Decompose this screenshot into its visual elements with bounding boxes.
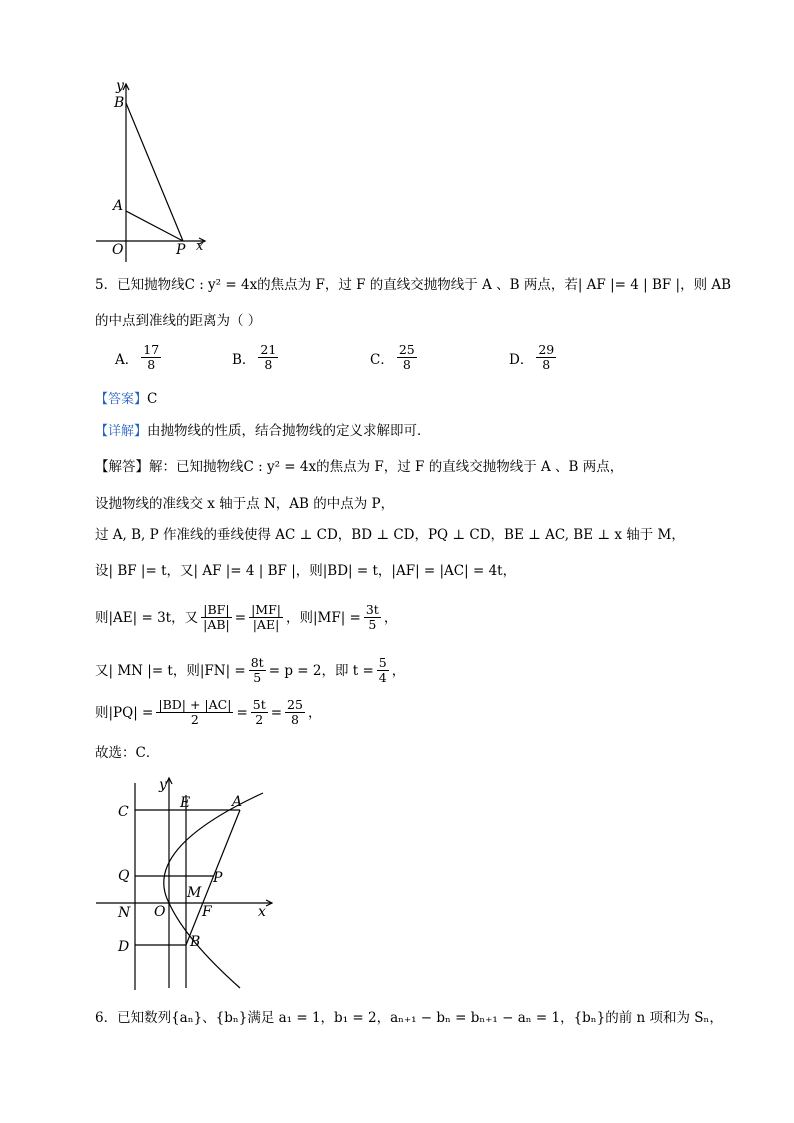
solution-line2: 设抛物线的准线交 x 轴于点 N，AB 的中点为 P， [95, 496, 395, 512]
option-b: B． $\frac{21}{8}$ [232, 342, 277, 372]
label-B: B [114, 95, 125, 111]
label-F: F [202, 904, 212, 920]
label-C: C [118, 804, 129, 820]
label-O: O [154, 904, 166, 920]
label-P: P [176, 242, 186, 258]
solution-tag: 【解答】 [95, 459, 149, 475]
solution-line6: 又| MN |= t，则|FN| = $\frac{8t}{5}$ = p = 2，即 t = $\frac{5}{4}$ ， [95, 655, 406, 685]
question-5-stem-line1: 5．已知抛物线C : y² = 4x的焦点为 F，过 F 的直线交抛物线于 A 、B 两点，若| AF |= 4 | BF |，则 AB [95, 277, 732, 293]
label-O: O [112, 242, 124, 258]
label-y: y [116, 78, 124, 94]
question-5-stem-line2: 的中点到准线的距离为（ ） [95, 313, 262, 329]
solution-line7: 则|PQ| = $\frac{|BD| + |AC|}{2}$ = $\frac{5t}{2}$ = $\frac{25}{8}$ ， [95, 697, 322, 727]
solution-line4: 设| BF |= t，又| AF |= 4 | BF |，则|BD| = t，|AF| = |AC| = 4t， [95, 563, 517, 579]
label-E: E [180, 795, 191, 811]
option-d: D． $\frac{29}{8}$ [509, 342, 555, 372]
solution-line3: 过 A, B, P 作准线的垂线使得 AC ⊥ CD，BD ⊥ CD，PQ ⊥ CD，BE ⊥ AC, BE ⊥ x 轴于 M， [95, 527, 685, 543]
answer-tag: 【答案】 [95, 392, 148, 407]
solution-line1: 【解答】解：已知抛物线C : y² = 4x的焦点为 F，过 F 的直线交抛物线于 A 、B 两点， [95, 459, 624, 475]
detail-line: 【详解】由抛物线的性质，结合抛物线的定义求解即可． [95, 423, 431, 439]
label-B: B [190, 934, 201, 950]
label-Q: Q [118, 868, 130, 884]
answer-line: 【答案】C [95, 391, 158, 407]
option-c: C． $\frac{25}{8}$ [370, 342, 415, 372]
label-y: y [159, 777, 167, 793]
label-A: A [113, 198, 124, 214]
option-a: A． $\frac{17}{8}$ [115, 342, 160, 372]
question-6-stem-line1: 6．已知数列{aₙ}、{bₙ}满足 a₁ = 1，b₁ = 2，aₙ₊₁ − bₙ = bₙ₊₁ − aₙ = 1，{bₙ}的前 n 项和为 Sₙ， [95, 1010, 723, 1026]
label-x: x [196, 239, 204, 254]
label-N: N [118, 905, 131, 921]
label-A: A [232, 794, 243, 810]
label-D: D [118, 939, 130, 955]
solution-line5: 则|AE| = 3t，又 $\frac{|BF|}{|AB|}$ = $\frac{|MF|}{|AE|}$ ，则|MF| = $\frac{3t}{5}$ ， [95, 602, 398, 632]
label-M: M [187, 885, 202, 901]
label-P: P [213, 870, 223, 886]
conclusion-line: 故选：C． [95, 745, 160, 761]
label-x: x [258, 904, 266, 920]
detail-tag: 【详解】 [95, 424, 148, 439]
parabola [164, 793, 263, 988]
